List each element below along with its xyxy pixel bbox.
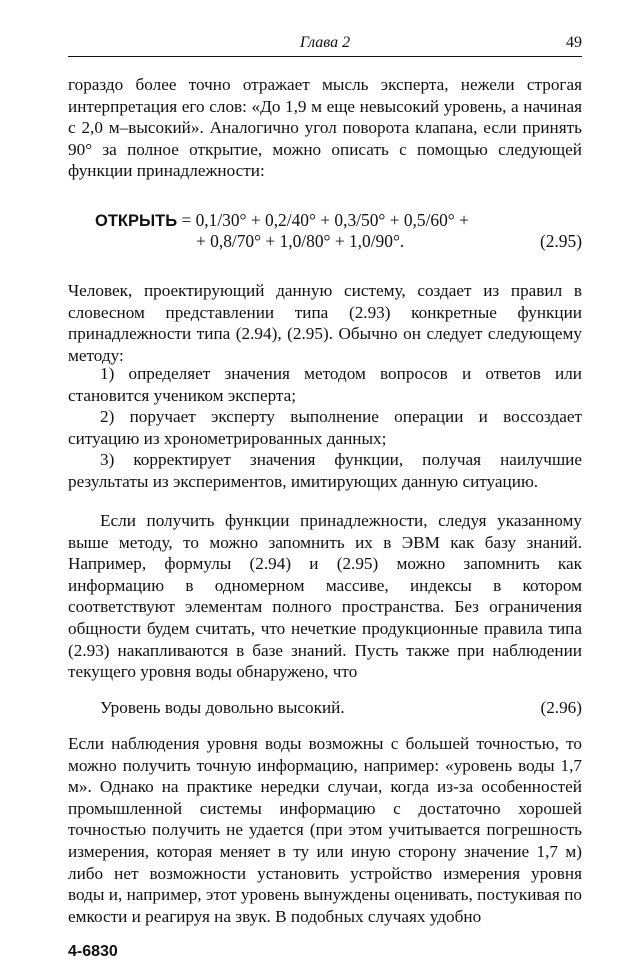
chapter-title: Глава 2 — [299, 34, 351, 51]
list-item-3: 3) корректирует значения функции, получая наилучшие результаты из экспериментов, имитирующих данную ситуацию. — [68, 450, 582, 491]
paragraph-observations: Если наблюдения уровня воды возможны с большей точностью, то можно получить точную информацию, например: «уровень воды 1,7 м». Однако на практике нередки случаи, когда из-за особенностей промышленной системы информацию с достаточно хорошей точностью получить не удается (при этом учитывается погрешность измерения, которая меняет в ту или иную сторону значение 1,7 м) либо нет возможности установить устройство измерения уровня воды и, например, этот уровень вынуждены оценивать, постукивая по емкости и реагируя на звук. В подобных случаях удобно — [68, 734, 582, 926]
equation-number: (2.96) — [540, 698, 582, 717]
paragraph-knowledge-base: Если получить функции принадлежности, следуя указанному выше методу, то можно запомнить их в ЭВМ как базу знаний. Например, формулы (2.94) и (2.95) можно запомнить как информацию в одномерном массиве, индексы в котором соответствуют элементам полного пространства. Без ограничения общности будем считать, что нечеткие продукционные правила типа (2.93) накапливаются в базе знаний. Пусть также при наблюдении текущего уровня воды обнаружено, что — [68, 511, 582, 682]
equation-lhs: ОТКРЫТЬ — [95, 212, 178, 230]
list-item-1: 1) определяет значения методом вопросов и ответов или становится учеником эксперта; — [68, 364, 582, 405]
paragraph-continuation: гораздо более точно отражает мысль эксперта, нежели строгая интерпретация его слов: «До 1,9 м еще невысокий уровень, а начиная с 2,0 м–высокий». Аналогично угол поворота клапана, если принять 90° за полное открытие, можно описать с помощью следующей функции принадлежности: — [68, 75, 582, 181]
running-header — [68, 34, 582, 57]
list-item-2: 2) поручает эксперту выполнение операции и воссоздает ситуацию из хронометрированных данных; — [68, 407, 582, 448]
equation-rhs-line1: = 0,1/30° + 0,2/40° + 0,3/50° + 0,5/60° + — [177, 210, 469, 230]
equation-text: Уровень воды довольно высокий. — [100, 698, 345, 717]
page-number: 49 — [566, 34, 582, 51]
equation-number: (2.95) — [539, 231, 582, 251]
paragraph-designer: Человек, проектирующий данную систему, создает из правил в словесном представлении типа (2.93) конкретные функции принадлежности типа (2.94), (2.95). Обычно он следует следующему методу: — [68, 281, 582, 365]
signature-mark: 4-6830 — [68, 943, 118, 960]
equation-rhs-line2: + 0,8/70° + 1,0/80° + 1,0/90°. — [196, 231, 405, 251]
